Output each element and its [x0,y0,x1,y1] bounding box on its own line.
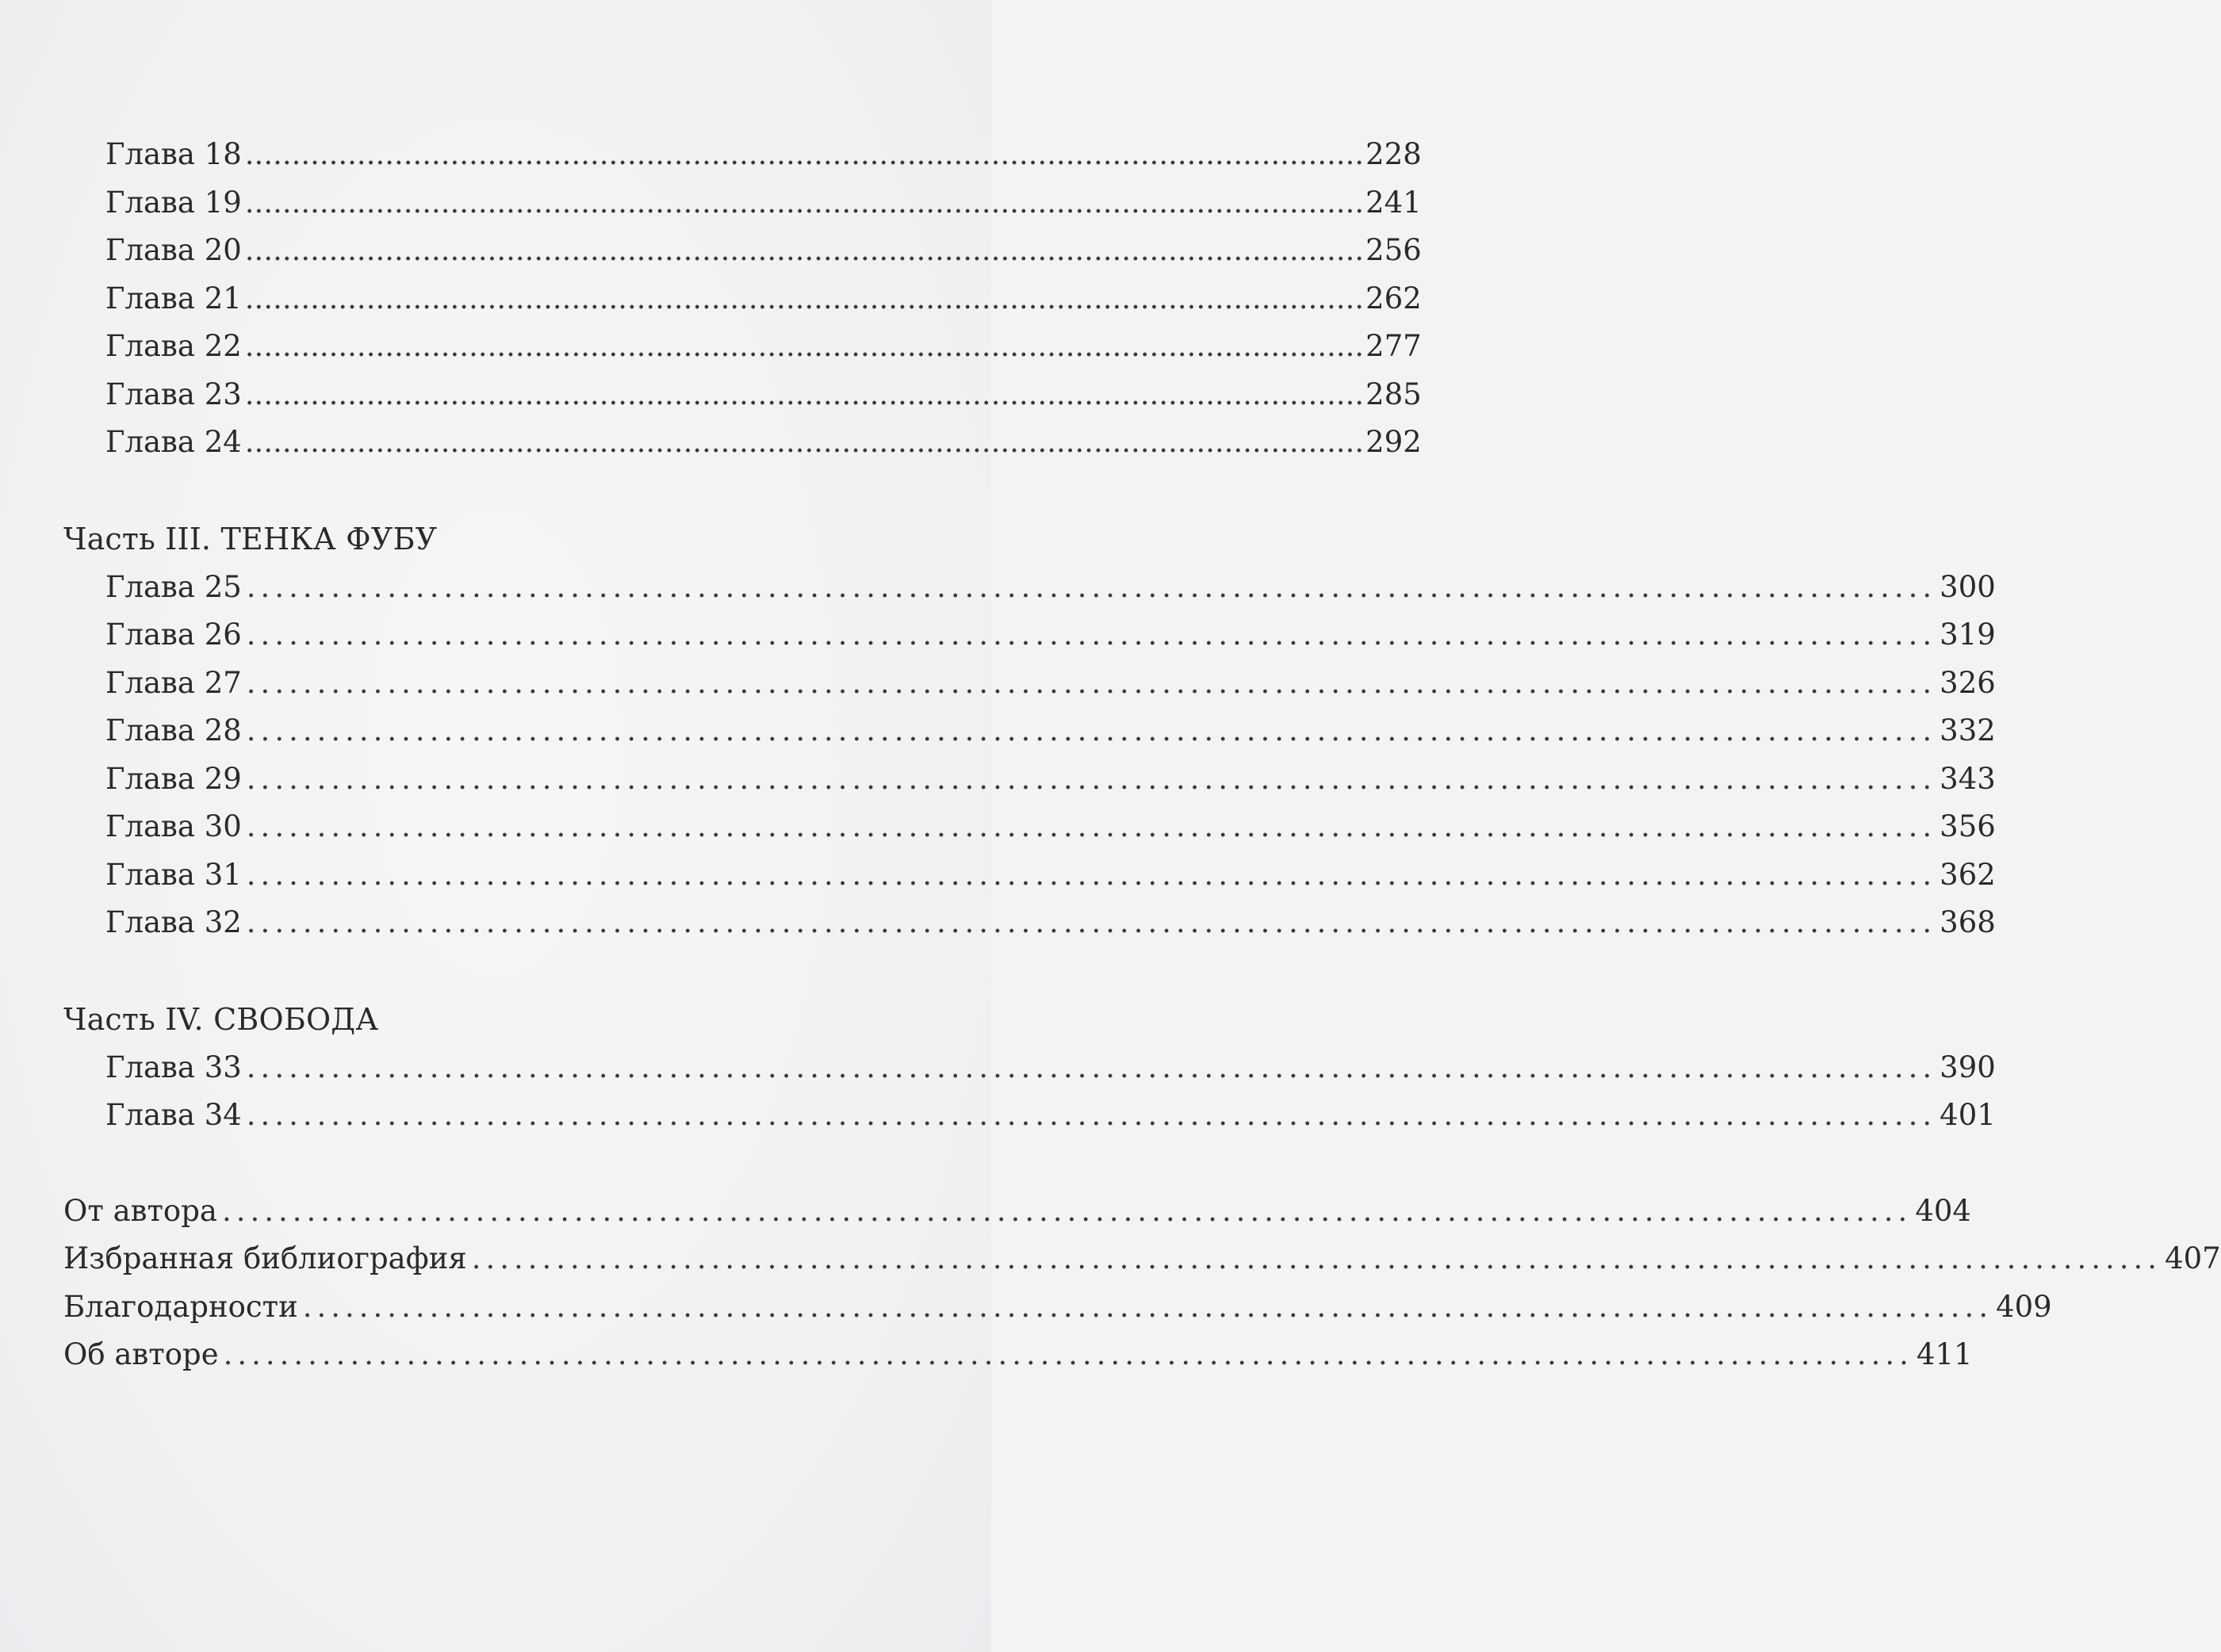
toc-entry-page: 390 [1940,1050,1996,1084]
toc-entry-label: Глава 28 [105,713,242,748]
toc-entry-page: 285 [1365,377,1422,411]
dot-leader: ........................................................................................................................ [246,761,1937,796]
dot-leader: ........................................................................................................................ [244,329,1365,363]
dot-leader: ........................................................................................................................ [246,809,1937,843]
toc-entry-label: Глава 34 [105,1098,242,1132]
toc-entry-label: Глава 29 [105,761,242,796]
toc-entry-label: Глава 31 [105,857,242,892]
toc-entry [105,131,1422,179]
toc-entry-label: Глава 24 [105,425,242,459]
dot-leader: ........................................................................................................................ [302,1289,1993,1324]
toc-entry-page: 401 [1940,1098,1996,1132]
toc-entry-label: Глава 30 [105,809,242,843]
toc-entry [105,611,1996,660]
toc-entry-label: Об авторе [63,1337,219,1371]
dot-leader: ........................................................................................................................ [244,377,1365,411]
toc-entry-page: 241 [1365,185,1422,220]
toc-entry-page: 356 [1940,809,1996,843]
toc-entry-label: От автора [63,1193,217,1228]
toc-entry-page: 409 [1996,1289,2052,1324]
toc-entry-label: Глава 20 [105,233,242,267]
toc-entry-page: 319 [1940,618,1996,652]
toc-entry [105,275,1422,323]
toc-entry [105,371,1422,419]
toc-entry-page: 362 [1940,857,1996,892]
part-heading: Часть IV. СВОБОДА [63,1001,379,1037]
toc-entry-label: Глава 26 [105,618,242,652]
dot-leader: ........................................................................................................................ [471,1241,2162,1275]
toc-entry-label: Глава 23 [105,377,242,411]
toc-entry-page: 326 [1940,665,1996,700]
toc-entry-page: 332 [1940,713,1996,748]
toc-entry [105,851,1996,900]
dot-leader: ........................................................................................................................ [244,185,1365,220]
toc-entry [63,1331,1973,1379]
dot-leader: ........................................................................................................................ [221,1193,1913,1228]
toc-entry [105,899,1996,947]
dot-leader: ........................................................................................................................ [246,905,1937,939]
toc-entry [105,660,1996,708]
toc-entry-page: 256 [1365,233,1422,267]
toc-entry-label: Глава 32 [105,905,242,939]
toc-entry-page: 407 [2165,1241,2221,1275]
toc-entry [63,1187,1971,1236]
toc-entry [105,227,1422,275]
toc-entry-page: 292 [1365,425,1422,459]
dot-leader: ........................................................................................................................ [246,1050,1937,1084]
toc-entry [105,179,1422,228]
toc-entry-label: Глава 25 [105,569,242,604]
toc-entry [105,707,1996,755]
toc-entry [63,1283,2052,1332]
toc-entry-label: Глава 33 [105,1050,242,1084]
toc-entry [105,323,1422,371]
dot-leader: ........................................................................................................................ [246,569,1937,604]
toc-entry-label: Благодарности [63,1289,298,1324]
toc-entry-label: Глава 27 [105,665,242,700]
toc-entry-page: 300 [1940,569,1996,604]
toc-entry [105,1044,1996,1092]
toc-group-part4 [0,995,1996,1140]
toc-entry-page: 343 [1940,761,1996,796]
dot-leader: ........................................................................................................................ [244,137,1365,171]
toc-group-part3 [0,514,1996,947]
toc-entry-page: 228 [1365,137,1422,171]
toc-entry-page: 404 [1915,1193,1971,1228]
part-heading: Часть III. ТЕНКА ФУБУ [63,521,438,556]
toc-entry [63,1235,2221,1283]
toc-entry [105,755,1996,804]
toc-group-back-matter [0,1187,2221,1379]
dot-leader: ........................................................................................................................ [246,618,1937,652]
toc-entry [105,803,1996,851]
dot-leader: ........................................................................................................................ [246,1098,1937,1132]
toc-entry-label: Избранная библиография [63,1241,467,1275]
table-of-contents [0,131,2221,1427]
toc-entry [105,419,1422,467]
toc-entry-page: 411 [1916,1337,1973,1371]
dot-leader: ........................................................................................................................ [244,281,1365,315]
toc-entry-page: 277 [1365,329,1422,363]
dot-leader: ........................................................................................................................ [246,665,1937,700]
toc-entry-page: 262 [1365,281,1422,315]
dot-leader: ........................................................................................................................ [246,713,1937,748]
toc-entry-label: Глава 21 [105,281,242,315]
dot-leader: ........................................................................................................................ [223,1337,1913,1371]
toc-entry-label: Глава 19 [105,185,242,220]
toc-entry [105,1092,1996,1140]
dot-leader: ........................................................................................................................ [246,857,1937,892]
toc-entry [105,564,1996,612]
toc-entry-label: Глава 18 [105,137,242,171]
toc-entry-page: 368 [1940,905,1996,939]
toc-group-part2-continued [0,131,1422,467]
toc-entry-label: Глава 22 [105,329,242,363]
dot-leader: ........................................................................................................................ [244,425,1365,459]
dot-leader: ........................................................................................................................ [244,233,1365,267]
